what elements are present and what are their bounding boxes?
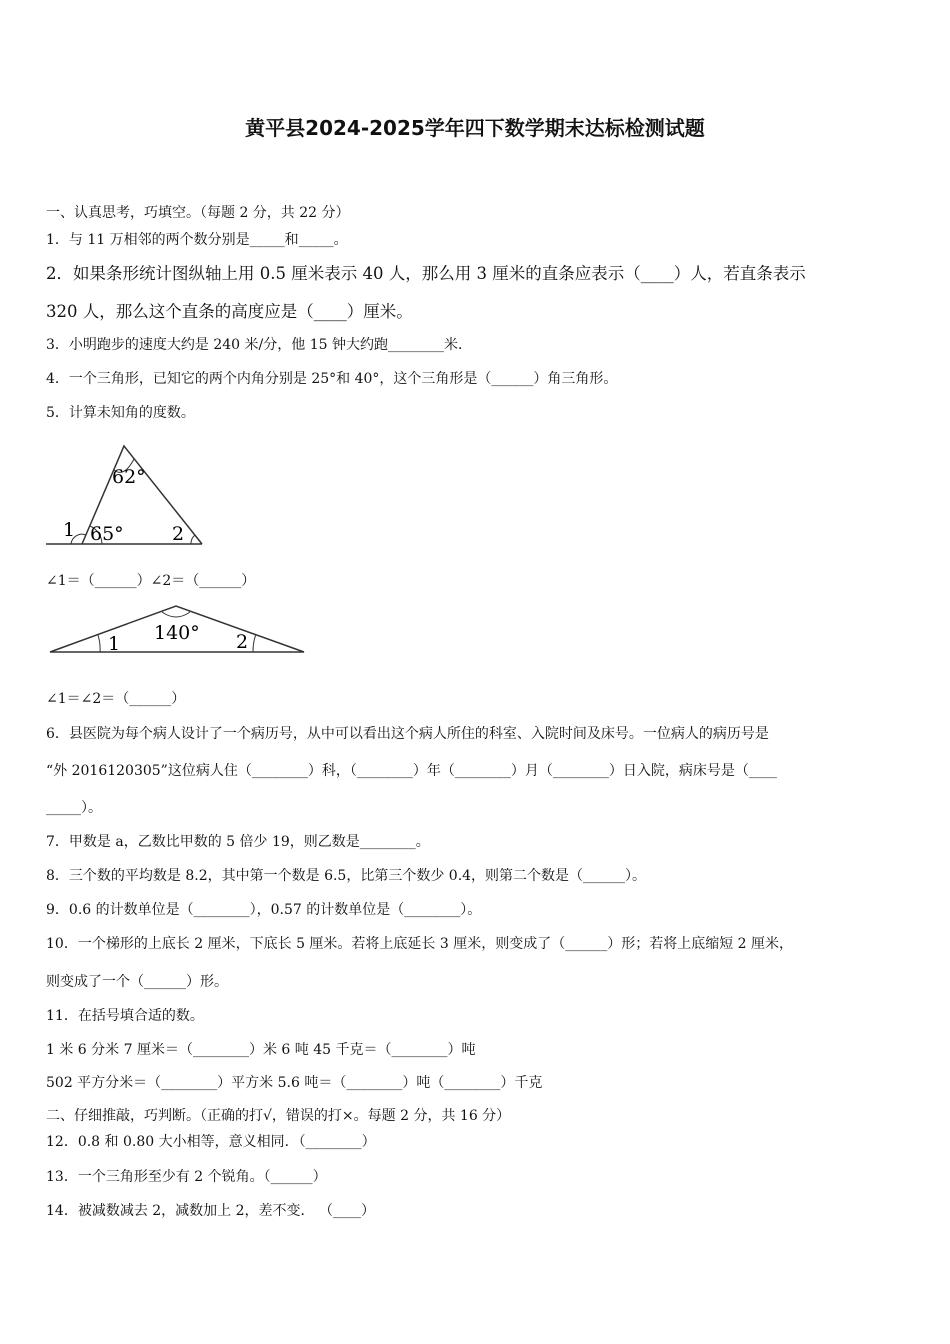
angle-140-label: 140° [154, 622, 200, 644]
question-1: 1．与 11 万相邻的两个数分别是_____和_____。 [46, 232, 348, 248]
angle-1-label: 1 [63, 519, 76, 541]
question-11-part-a: 1 米 6 分米 7 厘米＝（________）米 6 吨 45 千克＝（________）吨 [46, 1042, 476, 1058]
question-5a-answer: ∠1＝（______）∠2＝（______） [46, 573, 256, 589]
angle-left-label: 65° [90, 523, 124, 545]
question-6-line-2: “外 2016120305”这位病人住（________）科，（________）年（________）月（________）日入院，病床号是（____ [46, 763, 777, 779]
question-10-line-2: 则变成了一个（______）形。 [46, 974, 228, 990]
triangle-figure-1 [46, 438, 216, 553]
question-11: 11．在括号填合适的数。 [46, 1008, 204, 1024]
question-5: 5．计算未知角的度数。 [46, 405, 195, 421]
question-14: 14．被减数减去 2，减数加上 2，差不变． （____） [46, 1203, 375, 1219]
question-12: 12．0.8 和 0.80 大小相等，意义相同．（________） [46, 1134, 376, 1150]
question-10-line-1: 10．一个梯形的上底长 2 厘米，下底长 5 厘米。若将上底延长 3 厘米，则变成了（______）形；若将上底缩短 2 厘米， [46, 936, 794, 952]
angle-1-label: 1 [108, 633, 121, 655]
question-6-line-1: 6．县医院为每个病人设计了一个病历号，从中可以看出这个病人所住的科室、入院时间及床号。一位病人的病历号是 [46, 726, 769, 742]
question-11-part-b: 502 平方分米＝（________）平方米 5.6 吨＝（________）吨（________）千克 [46, 1075, 543, 1091]
question-4: 4．一个三角形，已知它的两个内角分别是 25°和 40°，这个三角形是（______）角三角形。 [46, 371, 618, 387]
question-6-line-3: _____）。 [46, 800, 102, 816]
angle-2-label: 2 [236, 631, 249, 653]
question-7: 7．甲数是 a，乙数比甲数的 5 倍少 19，则乙数是________。 [46, 834, 430, 850]
section-1-heading: 一、认真思考，巧填空。（每题 2 分，共 22 分） [46, 205, 350, 221]
angle-2-label: 2 [172, 523, 185, 545]
page-title: 黄平县2024-2025学年四下数学期末达标检测试题 [245, 116, 705, 140]
triangle-figure-2 [46, 598, 311, 658]
angle-top-label: 62° [112, 466, 146, 488]
question-8: 8．三个数的平均数是 8.2，其中第一个数是 6.5，比第三个数少 0.4，则第二个数是（______）。 [46, 868, 647, 884]
question-3: 3．小明跑步的速度大约是 240 米/分，他 15 钟大约跑________米． [46, 337, 472, 353]
question-5b-answer: ∠1＝∠2＝（______） [46, 691, 186, 707]
question-9: 9．0.6 的计数单位是（________），0.57 的计数单位是（________）。 [46, 902, 482, 918]
question-2-line-2: 320 人，那么这个直条的高度应是（____）厘米。 [46, 302, 413, 321]
section-2-heading: 二、仔细推敲，巧判断。（正确的打√，错误的打×。每题 2 分，共 16 分） [46, 1108, 511, 1124]
question-2-line-1: 2．如果条形统计图纵轴上用 0.5 厘米表示 40 人，那么用 3 厘米的直条应表示（____）人，若直条表示 [46, 264, 806, 283]
question-13: 13．一个三角形至少有 2 个锐角。（______） [46, 1169, 327, 1185]
